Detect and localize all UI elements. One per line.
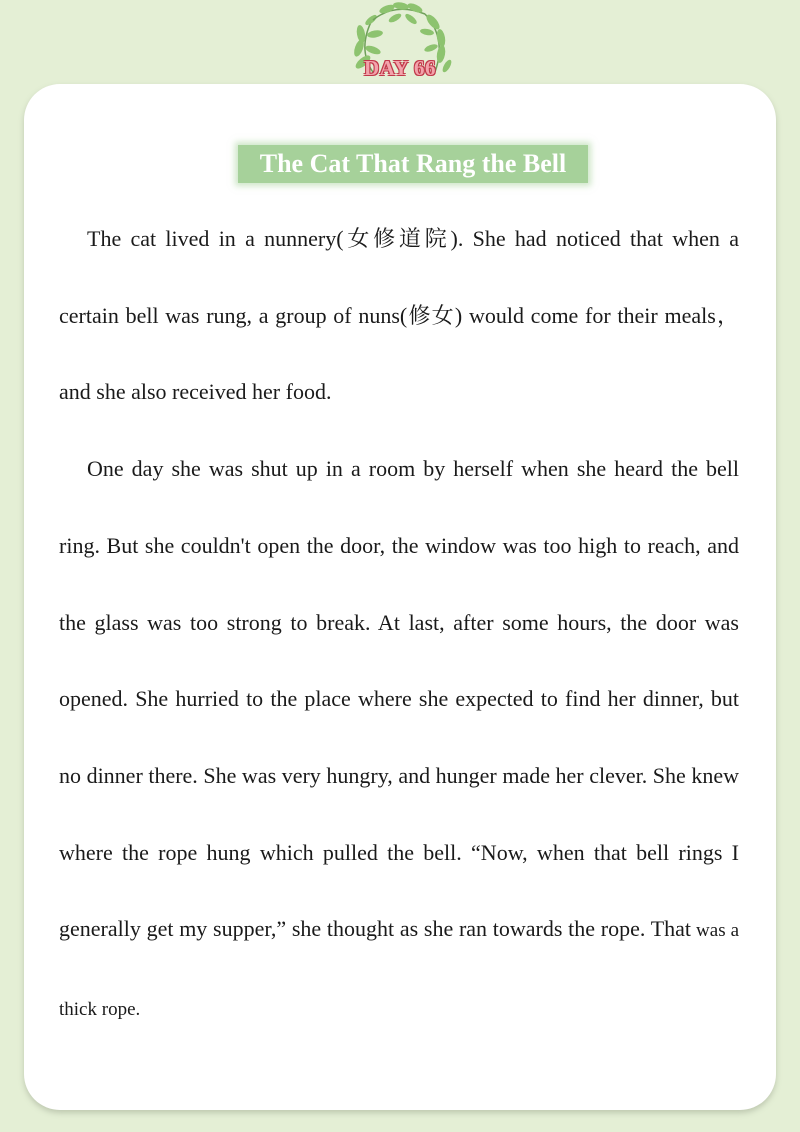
story-title: The Cat That Rang the Bell [259,149,567,178]
title-banner [238,145,588,183]
day-badge [335,0,465,88]
story-paragraph-2-tail: was a thick rope. [59,920,740,1021]
story-paragraph-2-main: One day she was shut up in a room by herself when she heard the bell ring. But she couldn't open the door, the window was too high to reach, and the glass was too strong to break. At last, after some hours, the door was opened. She hurried to the place where she expected to find her dinner, but no dinner there. She was very hungry, and hunger made her clever. She knew where the rope hung which pulled the bell. “Now, when that bell rings I generally get my supper,” she thought as she ran towards the rope. That [59,456,739,942]
story-paragraph-2 [59,431,739,1049]
story-paragraph-1: The cat lived in a nunnery(女修道院). She had noticed that when a certain bell was rung, a group of nuns(修女) would come for their meals，and she also received her food. [59,226,739,405]
story-body [59,201,739,1049]
day-label: DAY 66 [363,56,437,80]
